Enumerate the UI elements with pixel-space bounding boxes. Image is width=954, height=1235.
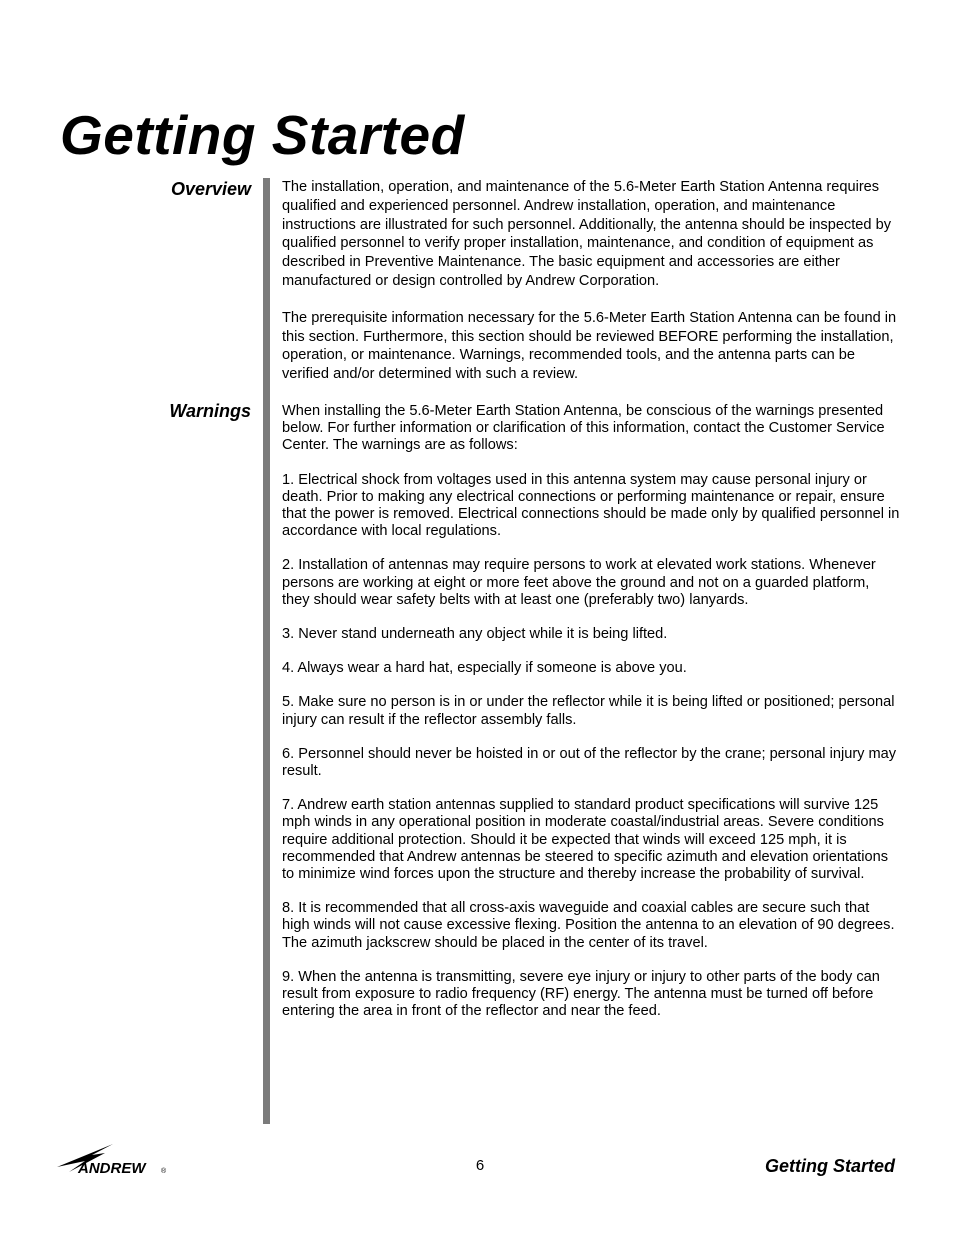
warning-item: 7. Andrew earth station antennas supplied to standard product specifications will survive 125 mph winds in any operational position in moderate coastal/industrial areas. Severe conditions require additional protection. Should it be expected that winds will exceed 125 mph, it is recommended that Andrew antennas be steered to specific azimuth and elevation orientations to minimize wind forces upon the structure and thereby increase the probability of survival. <box>282 797 889 883</box>
warning-item: 9. When the antenna is transmitting, severe eye injury or injury to other parts of the body can result from exposure to radio frequency (RF) energy. The antenna must be turned off before entering the area in front of the reflector and near the feed. <box>282 968 880 1020</box>
warning-item: 1. Electrical shock from voltages used in this antenna system may cause personal injury or death. Prior to making any electrical connections or performing maintenance or repair, ensure that the power is removed. Electrical connections should be made only by qualified personnel in accordance with local regulations. <box>282 471 900 540</box>
warning-item: 8. It is recommended that all cross-axis waveguide and coaxial cables are secure such that high winds will not cause excessive flexing. Position the antenna to an elevation of 90 degrees. The azimuth jackscrew should be placed in the center of its travel. <box>282 900 895 951</box>
overview-section <box>282 178 900 384</box>
page-title: Getting Started <box>60 104 465 166</box>
overview-paragraph: The installation, operation, and maintenance of the 5.6-Meter Earth Station Antenna requires qualified and experienced personnel. Andrew installation, operation, and maintenance instructions are illustrated for such personnel. Additionally, the antenna should be inspected by qualified personnel to verify proper installation, maintenance, and condition of equipment as described in Preventive Maintenance. The basic equipment and accessories are either manufactured or design controlled by Andrew Corporation. <box>282 179 891 289</box>
footer-section-title: Getting Started <box>764 1156 895 1176</box>
page-number: 6 <box>475 1157 485 1174</box>
overview-paragraph: The prerequisite information necessary for the 5.6-Meter Earth Station Antenna can be found in this section. Furthermore, this section should be reviewed BEFORE performing the installation, operation, or maintenance. Warnings, recommended tools, and the antenna parts can be verified and/or determined with such a review. <box>282 309 897 383</box>
warnings-heading: Warnings <box>169 401 251 421</box>
section-divider-bar <box>263 178 270 1124</box>
logo-wordmark: ANDREW <box>78 1160 146 1177</box>
warnings-section <box>282 403 900 1020</box>
warning-item: 5. Make sure no person is in or under the reflector while it is being lifted or positioned; personal injury can result if the reflector assembly falls. <box>282 694 895 728</box>
logo-registered-mark: ® <box>161 1168 167 1175</box>
warning-item: 6. Personnel should never be hoisted in or out of the reflector by the crane; personal injury may result. <box>282 745 897 780</box>
warning-item: 4. Always wear a hard hat, especially if someone is above you. <box>282 660 687 677</box>
andrew-logo <box>55 1140 175 1178</box>
warning-item: 2. Installation of antennas may require persons to work at elevated work stations. Whenever persons are working at eight or more feet above the ground and not on a guarded platform, they should wear safety belts with at least one (preferably two) lanyards. <box>282 557 876 608</box>
overview-heading: Overview <box>170 179 251 199</box>
warning-item: 3. Never stand underneath any object while it is being lifted. <box>282 626 668 643</box>
warnings-intro: When installing the 5.6-Meter Earth Station Antenna, be conscious of the warnings presented below. For further information or clarification of this information, contact the Customer Service Center. The warnings are as follows: <box>282 403 885 454</box>
